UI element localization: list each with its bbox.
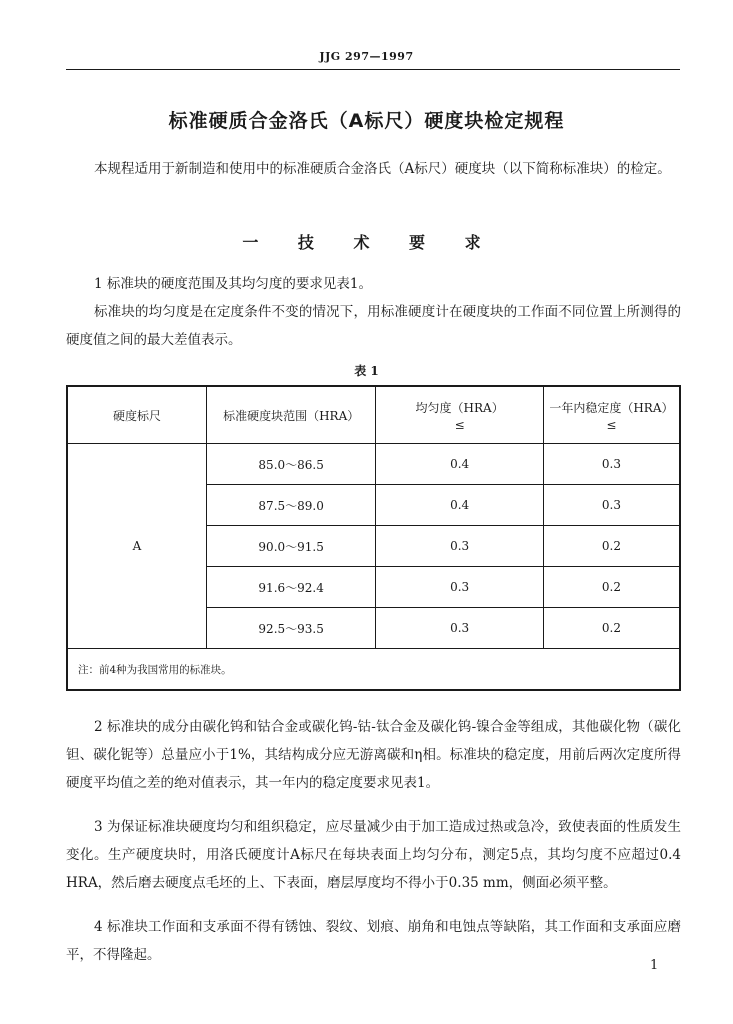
table-note-row — [67, 649, 680, 691]
header-uniformity-label: 均匀度（HRA） — [415, 400, 504, 415]
range-cell: 87.5～89.0 — [206, 485, 375, 526]
uniformity-cell: 0.3 — [376, 608, 543, 649]
stability-cell: 0.2 — [543, 608, 680, 649]
stability-cell: 0.3 — [543, 444, 680, 485]
uniformity-cell: 0.3 — [376, 567, 543, 608]
header-rule — [66, 69, 680, 70]
range-cell: 91.6～92.4 — [206, 567, 375, 608]
clause-1-line-1: 1 标准块的硬度范围及其均匀度的要求见表1。 — [94, 276, 372, 292]
table-row — [67, 444, 680, 485]
clause-2: 2 标准块的成分由碳化钨和钴合金或碳化钨-钴-钛合金及碳化钨-镍合金等组成，其他碳化物（碳化钽、碳化铌等）总量应小于1%，其结构成分应无游离碳和η相。标准块的稳定度，用前后两次定度所得硬度平均值之差的绝对值表示，其一年内的稳定度要求见表1。 — [66, 719, 681, 791]
uniformity-cell: 0.3 — [376, 526, 543, 567]
section-heading: 一 技 术 要 求 — [242, 233, 491, 252]
range-cell: 85.0～86.5 — [206, 444, 375, 485]
range-cell: 90.0～91.5 — [206, 526, 375, 567]
clause-3: 3 为保证标准块硬度均匀和组织稳定，应尽量减少由于加工造成过热或急冷，致使表面的性质发生变化。生产硬度块时，用洛氏硬度计A标尺在每块表面上均匀分布，测定5点，其均匀度不应超过0.4 HRA，然后磨去硬度点毛坯的上、下表面，磨层厚度均不得小于0.35 mm，侧面必须平整。 — [66, 819, 681, 891]
uniformity-cell: 0.4 — [376, 444, 543, 485]
document-title: 标准硬质合金洛氏（A标尺）硬度块检定规程 — [168, 110, 565, 132]
uniformity-cell: 0.4 — [376, 485, 543, 526]
hardness-table — [66, 385, 681, 691]
table-note: 注：前4种为我国常用的标准块。 — [67, 649, 680, 691]
range-cell: 92.5～93.5 — [206, 608, 375, 649]
header-range: 标准硬度块范围（HRA） — [206, 386, 375, 444]
clause-1-line-2: 标准块的均匀度是在定度条件不变的情况下，用标准硬度计在硬度块的工作面不同位置上所测得的硬度值之间的最大差值表示。 — [66, 304, 681, 348]
stability-cell: 0.3 — [543, 485, 680, 526]
document-code: JJG 297—1997 — [319, 50, 414, 63]
header-stability-sub: ≤ — [606, 417, 617, 432]
header-uniformity-sub: ≤ — [454, 417, 465, 432]
clause-4: 4 标准块工作面和支承面不得有锈蚀、裂纹、划痕、崩角和电蚀点等缺陷，其工作面和支承面应磨平，不得隆起。 — [66, 919, 681, 963]
scale-cell: A — [67, 444, 206, 649]
header-stability — [543, 386, 680, 444]
intro-paragraph: 本规程适用于新制造和使用中的标准硬质合金洛氏（A标尺）硬度块（以下简称标准块）的检定。 — [94, 161, 671, 177]
stability-cell: 0.2 — [543, 567, 680, 608]
page-number: 1 — [650, 958, 659, 973]
stability-cell: 0.2 — [543, 526, 680, 567]
table-caption: 表 1 — [354, 364, 379, 378]
header-stability-label: 一年内稳定度（HRA） — [549, 400, 674, 415]
header-uniformity — [376, 386, 543, 444]
header-scale: 硬度标尺 — [67, 386, 206, 444]
